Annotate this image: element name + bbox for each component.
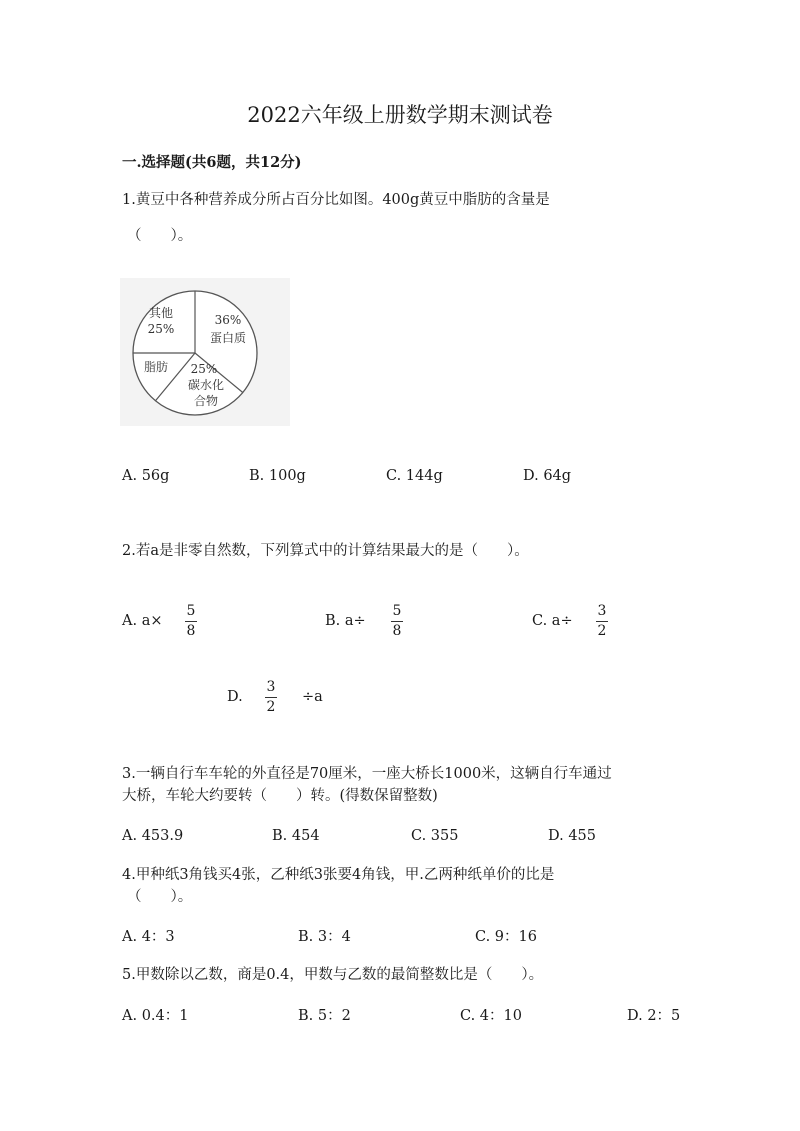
page-title: 2022六年级上册数学期末测试卷 (247, 103, 553, 127)
q2-option-b-fraction (391, 604, 403, 639)
fraction-bar (391, 621, 403, 622)
question-1-blank: （ ）。 (127, 228, 193, 244)
question-1-stem: 1.黄豆中各种营养成分所占百分比如图。400g黄豆中脂肪的含量是 (122, 192, 550, 208)
q3-option-a: A. 453.9 (122, 828, 184, 844)
q1-option-b: B. 100g (249, 468, 306, 484)
question-5-stem: 5.甲数除以乙数，商是0.4，甲数与乙数的最简整数比是（ ）。 (122, 967, 544, 983)
slice-label-other: 其他 (148, 306, 174, 320)
q2-option-d-prefix: D. (227, 689, 243, 705)
q5-option-d: D. 2：5 (627, 1008, 681, 1024)
fraction-numerator: 5 (186, 603, 196, 619)
fraction-denominator: 2 (266, 699, 276, 715)
q3-option-d: D. 455 (548, 828, 597, 844)
section-heading: 一.选择题(共6题，共12分) (122, 154, 302, 171)
q2-option-c-prefix: C. a÷ (532, 613, 573, 629)
slice-label-fat: 脂肪 (143, 360, 169, 374)
q5-option-b: B. 5：2 (298, 1008, 351, 1024)
q5-option-a: A. 0.4：1 (122, 1008, 189, 1024)
q5-option-c: C. 4：10 (460, 1008, 522, 1024)
slice-value-other: 25% (147, 322, 175, 336)
slice-label-carbohydrate-line2: 合物 (193, 394, 219, 408)
question-4-line1: 4.甲种纸3角钱买4张，乙种纸3张要4角钱，甲.乙两种纸单价的比是 (122, 867, 555, 883)
fraction-numerator: 3 (597, 603, 607, 619)
q4-option-a: A. 4：3 (122, 929, 175, 945)
q2-option-d-suffix: ÷a (302, 689, 323, 705)
q3-option-c: C. 355 (411, 828, 459, 844)
slice-label-carbohydrate-line1: 碳水化 (187, 378, 225, 392)
question-3-line2: 大桥，车轮大约要转（ ）转。(得数保留整数) (122, 788, 438, 804)
fraction-numerator: 3 (266, 679, 276, 695)
q1-option-d: D. 64g (523, 468, 572, 484)
q2-option-a-fraction (185, 604, 197, 639)
fraction-denominator: 8 (186, 623, 196, 639)
question-3-line1: 3.一辆自行车车轮的外直径是70厘米，一座大桥长1000米，这辆自行车通过 (122, 766, 612, 782)
fraction-denominator: 2 (597, 623, 607, 639)
slice-value-protein: 36% (214, 313, 242, 327)
q2-option-b-prefix: B. a÷ (325, 613, 366, 629)
q2-option-c-fraction (596, 604, 608, 639)
q2-option-d-fraction (265, 680, 277, 715)
fraction-bar (596, 621, 608, 622)
q1-option-c: C. 144g (386, 468, 443, 484)
q1-option-a: A. 56g (122, 468, 170, 484)
q4-option-b: B. 3：4 (298, 929, 351, 945)
q4-option-c: C. 9：16 (475, 929, 537, 945)
q2-option-a-prefix: A. a× (122, 613, 163, 629)
fraction-denominator: 8 (392, 623, 402, 639)
fraction-bar (185, 621, 197, 622)
question-4-line2: （ ）。 (127, 889, 193, 905)
fraction-numerator: 5 (392, 603, 402, 619)
question-2-stem: 2.若a是非零自然数，下列算式中的计算结果最大的是（ ）。 (122, 543, 529, 559)
nutrition-pie-chart (120, 278, 290, 426)
slice-label-protein: 蛋白质 (209, 331, 247, 345)
q3-option-b: B. 454 (272, 828, 320, 844)
fraction-bar (265, 697, 277, 698)
slice-value-carbohydrate: 25% (190, 362, 218, 376)
